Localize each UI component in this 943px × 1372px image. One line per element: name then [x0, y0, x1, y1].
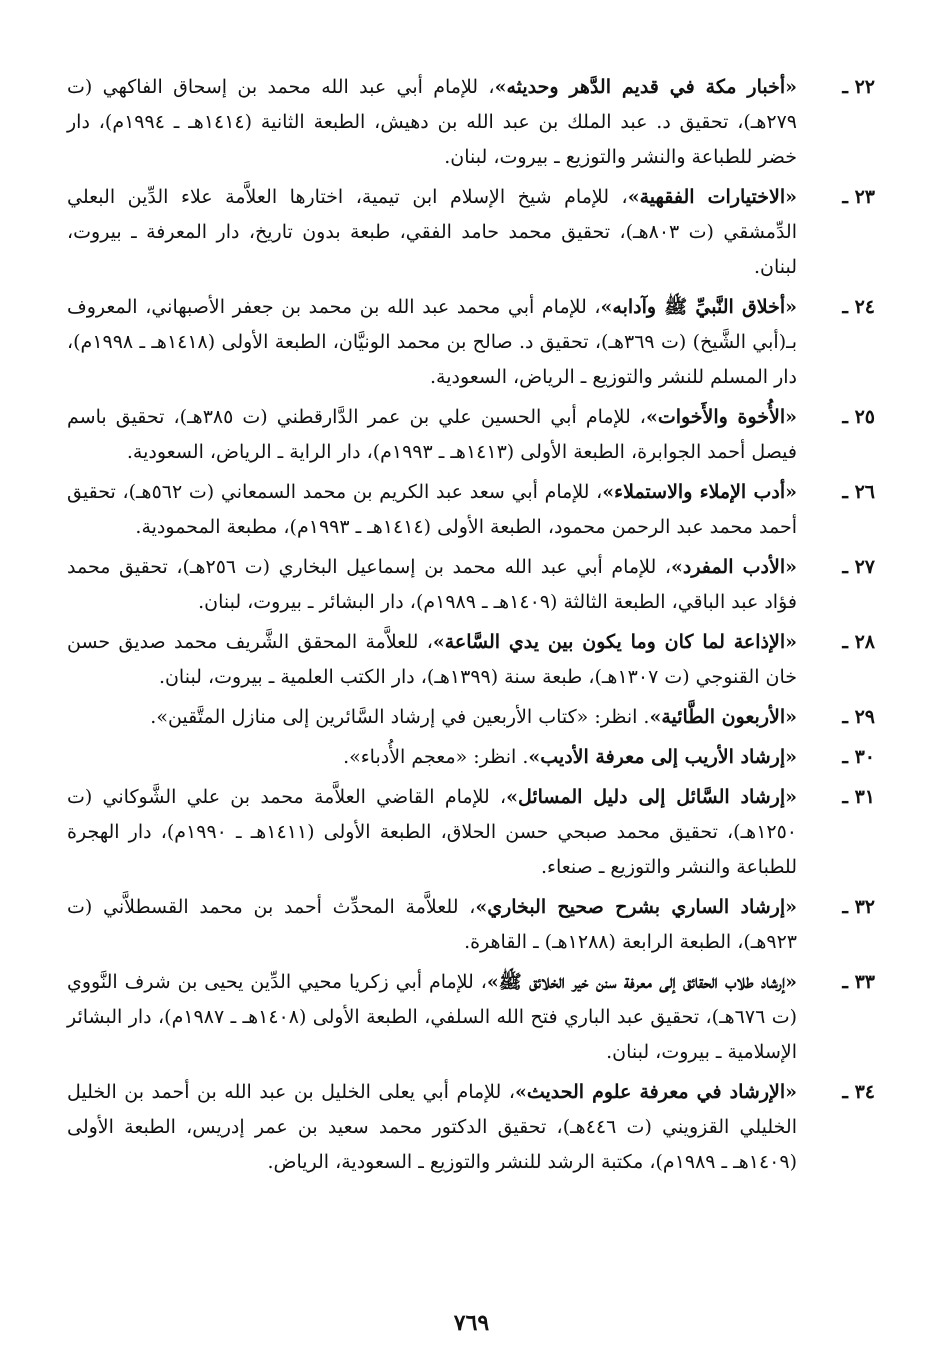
entry-details: ، للإمام أبي يعلى الخليل بن عبد الله بن أحمد بن الخليل الخليلي القزويني (ت ٤٤٦هـ)، تحقيق الدكتور محمد سعيد بن عمر إدريس، الطبعة الأولى (١٤٠٩هـ ـ ١٩٨٩م)، مكتبة الرشد للنشر والتوزيع ـ السعودية، الرياض. — [67, 1081, 797, 1173]
bibliography-entry — [67, 965, 875, 1070]
entry-text — [67, 70, 797, 175]
entry-text — [67, 180, 797, 285]
entry-details: ، للإمام أبي عبد الله محمد بن إسحاق الفاكهي (ت ٢٧٩هـ)، تحقيق د. عبد الملك بن عبد الله بن دهيش، الطبعة الثانية (١٤١٤هـ ـ ١٩٩٤م)، دار خضر للطباعة والنشر والتوزيع ـ بيروت، لبنان. — [67, 76, 798, 168]
page-number: ٧٦٩ — [453, 1310, 490, 1336]
entry-number: ٢٧ ـ — [842, 556, 875, 578]
entry-text — [67, 890, 797, 960]
entry-number: ٣٣ ـ — [842, 971, 875, 993]
entry-title: «إرشاد الأريب إلى معرفة الأديب» — [528, 746, 797, 768]
entry-number: ٢٨ ـ — [842, 631, 875, 653]
bibliography-entry — [67, 890, 875, 960]
bibliography-entry — [67, 550, 875, 620]
entry-title: «إرشاد الساري بشرح صحيح البخاري» — [475, 896, 797, 918]
bibliography-entry — [67, 400, 875, 470]
entry-details: ، للإمام أبي الحسين علي بن عمر الدَّارقطني (ت ٣٨٥هـ)، تحقيق باسم فيصل أحمد الجوابرة، الطبعة الأولى (١٤١٣هـ ـ ١٩٩٣م)، دار الراية ـ الرياض، السعودية. — [67, 406, 797, 463]
entry-number: ٣٠ ـ — [842, 746, 875, 768]
bibliography-entry — [67, 70, 875, 175]
bibliography-entry — [67, 740, 875, 775]
entry-text — [67, 700, 797, 735]
bibliography-entry — [67, 1075, 875, 1180]
entry-title: «الأُخوة والأَخوات» — [645, 406, 798, 428]
entry-text — [67, 475, 797, 545]
entry-number: ٢٢ ـ — [842, 76, 875, 98]
entry-title: «الإذاعة لما كان وما يكون بين يدي السَّاعة» — [432, 631, 797, 653]
entry-number: ٣٢ ـ — [842, 896, 875, 918]
entry-number: ٢٩ ـ — [842, 706, 875, 728]
entry-title: «أخلاق النَّبيِّ ﷺ وآدابه» — [600, 296, 797, 318]
entry-title: «إرشاد السَّائل إلى دليل المسائل» — [506, 786, 798, 808]
entry-details: . انظر: «كتاب الأربعين في إرشاد السَّائرين إلى منازل المتَّقين». — [150, 706, 650, 728]
bibliography-entry — [67, 180, 875, 285]
entry-text — [67, 1075, 797, 1180]
entry-details: ، للإمام أبي عبد الله محمد بن إسماعيل البخاري (ت ٢٥٦هـ)، تحقيق محمد فؤاد عبد الباقي، الطبعة الثالثة (١٤٠٩هـ ـ ١٩٨٩م)، دار البشائر ـ بيروت، لبنان. — [67, 556, 797, 613]
entry-details: ، للعلاَّمة المحقق الشَّريف محمد صديق حسن خان القنوجي (ت ١٣٠٧هـ)، طبعة سنة (١٣٩٩هـ)، دار الكتب العلمية ـ بيروت، لبنان. — [67, 631, 797, 688]
entry-details: ، للإمام القاضي العلاَّمة محمد بن علي الشَّوكاني (ت ١٢٥٠هـ)، تحقيق محمد صبحي حسن الحلاق، الطبعة الأولى (١٤١١هـ ـ ١٩٩٠م)، دار الهجرة للطباعة والنشر والتوزيع ـ صنعاء. — [67, 786, 798, 878]
entry-number: ٢٥ ـ — [842, 406, 875, 428]
entry-details: . انظر: «معجم الأُدباء». — [343, 746, 529, 768]
entry-title: «إرشاد طلاب الحقائق إلى معرفة سنن خير الخلائق ﷺ» — [486, 971, 797, 993]
entry-details: ، للإمام أبي زكريا محيي الدِّين يحيى بن شرف النَّووي (ت ٦٧٦هـ)، تحقيق عبد الباري فتح الله السلفي، الطبعة الأولى (١٤٠٨هـ ـ ١٩٨٧م)، دار البشائر الإسلامية ـ بيروت، لبنان. — [67, 971, 797, 1063]
entry-details: ، للإمام أبي سعد عبد الكريم بن محمد السمعاني (ت ٥٦٢هـ)، تحقيق أحمد محمد عبد الرحمن محمود، الطبعة الأولى (١٤١٤هـ ـ ١٩٩٣م)، مطبعة المحمودية. — [67, 481, 797, 538]
entry-text — [67, 780, 797, 885]
entry-number: ٣٤ ـ — [842, 1081, 875, 1103]
entry-title: «الاختيارات الفقهية» — [627, 186, 797, 208]
entry-text — [67, 625, 797, 695]
entry-details: ، للإمام شيخ الإسلام ابن تيمية، اختارها العلاَّمة علاء الدِّين البعلي الدِّمشقي (ت ٨٠٣هـ)، تحقيق محمد حامد الفقي، طبعة بدون تاريخ، دار المعرفة ـ بيروت، لبنان. — [67, 186, 798, 278]
entry-text — [67, 400, 797, 470]
entry-text — [67, 965, 797, 1070]
bibliography-entry — [67, 780, 875, 885]
entry-number: ٣١ ـ — [842, 786, 875, 808]
entry-details: ، للإمام أبي محمد عبد الله بن محمد بن جعفر الأصبهاني، المعروف بـ(أبي الشَّيخ) (ت ٣٦٩هـ)، تحقيق د. صالح بن محمد الونيَّان، الطبعة الأولى (١٤١٨هـ ـ ١٩٩٨م)، دار المسلم للنشر والتوزيع ـ الرياض، السعودية. — [67, 296, 797, 388]
entry-title: «الأربعون الطَّائية» — [649, 706, 797, 728]
entry-number: ٢٤ ـ — [842, 296, 875, 318]
entry-title: «أدب الإملاء والاستملاء» — [602, 481, 797, 503]
entry-number: ٢٣ ـ — [842, 186, 875, 208]
entry-title: «الإرشاد في معرفة علوم الحديث» — [514, 1081, 797, 1103]
entry-title: «أخبار مكة في قديم الدَّهر وحديثه» — [494, 76, 797, 98]
entry-number: ٢٦ ـ — [842, 481, 875, 503]
bibliography-entry — [67, 290, 875, 395]
entry-title: «الأدب المفرد» — [670, 556, 797, 578]
bibliography-entry — [67, 625, 875, 695]
bibliography-entry — [67, 700, 875, 735]
entry-details: ، للعلاَّمة المحدِّث أحمد بن محمد القسطلاَّني (ت ٩٢٣هـ)، الطبعة الرابعة (١٢٨٨هـ) ـ القاهرة. — [67, 896, 797, 953]
bibliography-entry — [67, 475, 875, 545]
entry-text — [67, 290, 797, 395]
entry-text — [67, 740, 797, 775]
bibliography-list — [67, 70, 875, 1185]
entry-text — [67, 550, 797, 620]
